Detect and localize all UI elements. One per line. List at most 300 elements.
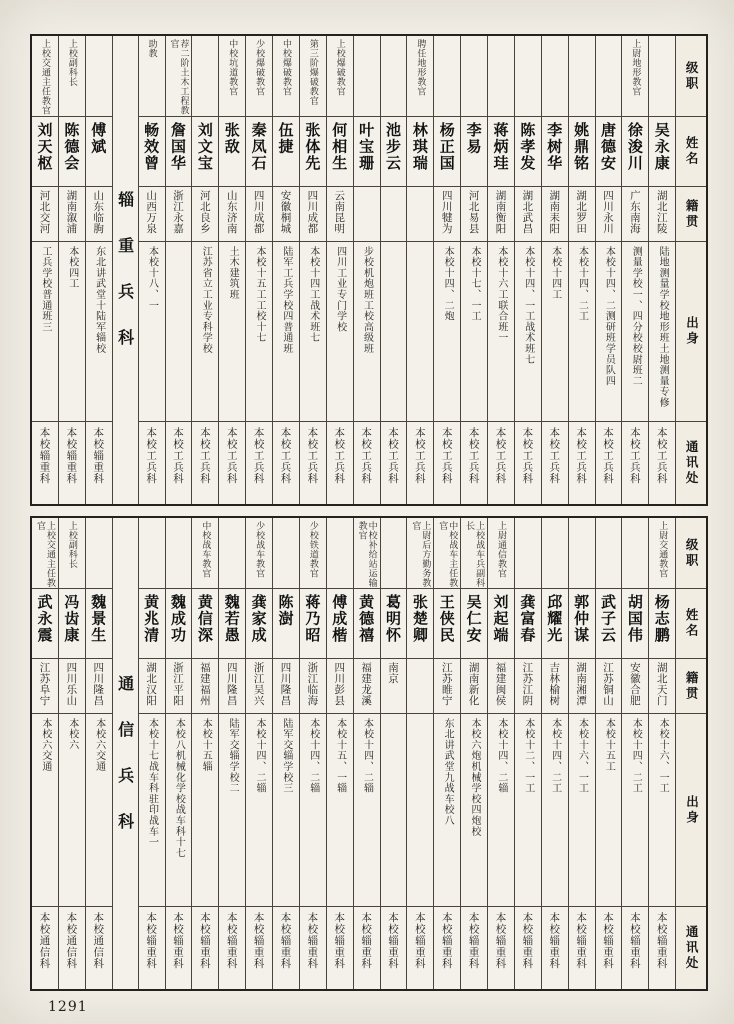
background-cell bbox=[300, 713, 326, 906]
rank-cell bbox=[354, 36, 380, 116]
background-cell bbox=[596, 241, 622, 421]
background-cell bbox=[219, 713, 245, 906]
background-cell bbox=[166, 241, 192, 421]
rank-cell-text: 第三阶爆破教官 bbox=[307, 39, 318, 106]
background-cell bbox=[596, 713, 622, 906]
contact-cell-text: 本校工兵科 bbox=[628, 427, 641, 485]
contact-cell bbox=[461, 421, 487, 504]
place-cell-text: 安徽合肥 bbox=[628, 662, 641, 706]
rank-cell bbox=[461, 518, 487, 588]
name-cell bbox=[166, 588, 192, 658]
name-cell-text: 王侠民 bbox=[437, 594, 456, 644]
rank-cell-text: 聘任地形教官 bbox=[415, 39, 426, 96]
name-cell-text: 冯齿康 bbox=[62, 594, 81, 644]
name-cell bbox=[246, 116, 272, 186]
contact-cell-text: 本校通信科 bbox=[92, 912, 105, 970]
name-cell-text: 张敌 bbox=[222, 122, 241, 155]
contact-cell-text: 本校辎重科 bbox=[145, 912, 158, 970]
place-cell bbox=[59, 186, 85, 241]
rank-cell-text: 中校战车主任教官 bbox=[437, 521, 458, 588]
background-cell-text: 本校十六、一工 bbox=[576, 718, 588, 794]
name-cell bbox=[649, 588, 675, 658]
person-column bbox=[433, 36, 460, 504]
person-column bbox=[32, 518, 58, 989]
name-cell bbox=[434, 588, 460, 658]
contact-cell-text: 本校工兵科 bbox=[521, 427, 534, 485]
name-cell-text: 龚家成 bbox=[249, 594, 268, 644]
background-cell bbox=[622, 241, 648, 421]
contact-cell bbox=[246, 421, 272, 504]
background-cell-text: 本校十四、二辎 bbox=[307, 718, 319, 794]
person-column bbox=[85, 518, 112, 989]
place-cell bbox=[192, 658, 218, 713]
place-cell-text: 浙江永嘉 bbox=[171, 190, 184, 234]
rank-cell bbox=[192, 518, 218, 588]
place-cell bbox=[381, 186, 407, 241]
background-cell bbox=[86, 241, 112, 421]
contact-cell bbox=[515, 906, 541, 989]
name-cell bbox=[354, 588, 380, 658]
name-cell-text: 魏景生 bbox=[89, 594, 108, 644]
name-cell bbox=[59, 588, 85, 658]
background-cell-text: 本校十五工工校十七 bbox=[253, 246, 265, 344]
section-label-text: 辎重兵科 bbox=[115, 191, 135, 375]
background-cell bbox=[59, 713, 85, 906]
rank-cell bbox=[354, 518, 380, 588]
contact-cell-text: 本校通信科 bbox=[65, 912, 78, 970]
name-cell-text: 邱耀光 bbox=[545, 594, 564, 644]
contact-cell bbox=[569, 421, 595, 504]
contact-cell bbox=[596, 421, 622, 504]
person-column bbox=[191, 36, 218, 504]
contact-cell bbox=[139, 421, 165, 504]
person-column bbox=[406, 36, 433, 504]
name-cell-text: 葛明怀 bbox=[383, 594, 402, 644]
place-cell-text: 湖南新化 bbox=[467, 662, 480, 706]
background-cell bbox=[300, 241, 326, 421]
person-column bbox=[58, 36, 85, 504]
contact-cell-text: 本校工兵科 bbox=[386, 427, 399, 485]
person-column bbox=[541, 36, 568, 504]
background-cell-text: 本校十四、二工 bbox=[576, 246, 588, 322]
person-column bbox=[245, 36, 272, 504]
contact-cell bbox=[461, 906, 487, 989]
person-column bbox=[621, 518, 648, 989]
name-cell-text: 刘文宝 bbox=[195, 122, 214, 172]
row-header-cell bbox=[676, 186, 706, 241]
place-cell bbox=[139, 186, 165, 241]
contact-cell-text: 本校工兵科 bbox=[333, 427, 346, 485]
background-cell-text: 本校十四、二工 bbox=[630, 718, 642, 794]
contact-cell bbox=[219, 421, 245, 504]
background-cell bbox=[139, 241, 165, 421]
rank-cell bbox=[273, 518, 299, 588]
section-label-text: 通信兵科 bbox=[115, 674, 135, 859]
person-column bbox=[595, 36, 622, 504]
name-cell-text: 武子云 bbox=[598, 594, 617, 644]
person-column bbox=[621, 36, 648, 504]
name-cell-text: 吴仁安 bbox=[464, 594, 483, 644]
background-cell bbox=[649, 713, 675, 906]
name-cell bbox=[32, 588, 58, 658]
roster-table-lower bbox=[30, 516, 708, 991]
place-cell bbox=[192, 186, 218, 241]
background-cell-text: 本校十四、二辎 bbox=[253, 718, 265, 794]
person-column bbox=[514, 36, 541, 504]
place-cell-text: 四川彭县 bbox=[333, 662, 346, 706]
background-cell bbox=[139, 713, 165, 906]
background-cell-text: 本校十四、二工 bbox=[549, 718, 561, 794]
row-header-cell-text: 级职 bbox=[684, 60, 700, 92]
place-cell-text: 浙江吴兴 bbox=[252, 662, 265, 706]
row-header-cell-text: 通讯处 bbox=[684, 924, 700, 972]
contact-cell-text: 本校工兵科 bbox=[601, 427, 614, 485]
name-cell bbox=[488, 588, 514, 658]
name-cell bbox=[596, 116, 622, 186]
background-cell-text: 东北讲武堂十陆军辎校 bbox=[93, 246, 105, 354]
place-cell-text: 湖北武昌 bbox=[521, 190, 534, 234]
contact-cell bbox=[219, 906, 245, 989]
name-cell bbox=[569, 116, 595, 186]
place-cell-text: 福建福州 bbox=[198, 662, 211, 706]
background-cell-text: 陆地测量学校地形班土地测量专修 bbox=[657, 246, 669, 408]
person-column bbox=[648, 36, 675, 504]
place-cell bbox=[219, 186, 245, 241]
name-cell-text: 蒋炳珪 bbox=[491, 122, 510, 172]
contact-cell bbox=[246, 906, 272, 989]
rank-cell bbox=[86, 518, 112, 588]
background-cell bbox=[219, 241, 245, 421]
row-header-cell bbox=[676, 36, 706, 116]
row-header-cell bbox=[676, 116, 706, 186]
name-cell-text: 陈澍 bbox=[276, 594, 295, 627]
person-column bbox=[58, 518, 85, 989]
rank-cell bbox=[192, 36, 218, 116]
place-cell bbox=[569, 658, 595, 713]
place-cell bbox=[327, 186, 353, 241]
place-cell-text: 江苏铜山 bbox=[601, 662, 614, 706]
background-cell-text: 本校十六、一工 bbox=[657, 718, 669, 794]
rank-cell-text: 上校副科长 bbox=[66, 521, 77, 569]
contact-cell bbox=[381, 906, 407, 989]
background-cell-text: 四川工业专门学校 bbox=[334, 246, 346, 333]
place-cell bbox=[434, 186, 460, 241]
person-column bbox=[272, 518, 299, 989]
name-cell-text: 黄信深 bbox=[195, 594, 214, 644]
background-cell bbox=[381, 713, 407, 906]
rank-cell-text: 上校交通主任教官 bbox=[34, 521, 56, 588]
rank-cell bbox=[32, 518, 58, 588]
rank-cell bbox=[622, 36, 648, 116]
rank-cell bbox=[461, 36, 487, 116]
contact-cell-text: 本校辎重科 bbox=[494, 912, 507, 970]
name-cell-text: 伍捷 bbox=[276, 122, 295, 155]
name-cell-text: 陈孝发 bbox=[518, 122, 537, 172]
place-cell-text: 山东临朐 bbox=[92, 190, 105, 234]
place-cell bbox=[86, 186, 112, 241]
name-cell-text: 刘起端 bbox=[491, 594, 510, 644]
contact-cell bbox=[86, 906, 112, 989]
contact-cell bbox=[649, 906, 675, 989]
background-cell-text: 本校十五、一辎 bbox=[334, 718, 346, 794]
rank-cell bbox=[569, 518, 595, 588]
place-cell bbox=[515, 658, 541, 713]
background-cell bbox=[246, 713, 272, 906]
place-cell bbox=[59, 658, 85, 713]
contact-cell-text: 本校工兵科 bbox=[252, 427, 265, 485]
contact-cell-text: 本校工兵科 bbox=[467, 427, 480, 485]
contact-cell bbox=[300, 906, 326, 989]
name-cell bbox=[542, 116, 568, 186]
place-cell-text: 河北易县 bbox=[467, 190, 480, 234]
contact-cell bbox=[273, 906, 299, 989]
person-column bbox=[299, 518, 326, 989]
contact-cell bbox=[569, 906, 595, 989]
rank-cell bbox=[515, 36, 541, 116]
background-cell-text: 本校六 bbox=[66, 718, 78, 751]
background-cell bbox=[488, 713, 514, 906]
rank-cell bbox=[596, 518, 622, 588]
contact-cell-text: 本校工兵科 bbox=[171, 427, 184, 485]
rank-cell-text: 上校战车兵副科长 bbox=[464, 521, 485, 588]
place-cell bbox=[596, 658, 622, 713]
background-cell-text: 陆军工兵学校四普通班 bbox=[280, 246, 292, 354]
contact-cell bbox=[192, 421, 218, 504]
rank-cell bbox=[434, 36, 460, 116]
person-column bbox=[380, 518, 407, 989]
place-cell bbox=[596, 186, 622, 241]
contact-cell bbox=[86, 421, 112, 504]
row-header-cell-text: 籍贯 bbox=[684, 198, 700, 230]
rank-cell bbox=[246, 518, 272, 588]
background-cell bbox=[32, 713, 58, 906]
rank-cell bbox=[300, 36, 326, 116]
name-cell bbox=[166, 116, 192, 186]
background-cell bbox=[86, 713, 112, 906]
place-cell bbox=[327, 658, 353, 713]
name-cell-text: 畅效曾 bbox=[142, 122, 161, 172]
background-cell bbox=[166, 713, 192, 906]
contact-cell bbox=[32, 906, 58, 989]
place-cell bbox=[649, 186, 675, 241]
name-cell-text: 胡国伟 bbox=[625, 594, 644, 644]
contact-cell-text: 本校辎重科 bbox=[198, 912, 211, 970]
person-column bbox=[568, 36, 595, 504]
background-cell bbox=[381, 241, 407, 421]
rank-cell bbox=[542, 36, 568, 116]
section-divider-column bbox=[112, 36, 138, 504]
background-cell-text: 本校十四、二辎 bbox=[361, 718, 373, 794]
background-cell bbox=[434, 713, 460, 906]
rank-cell bbox=[219, 518, 245, 588]
person-column bbox=[433, 518, 460, 989]
rank-cell-text: 助教 bbox=[146, 39, 157, 58]
row-header-cell bbox=[676, 658, 706, 713]
background-cell bbox=[273, 241, 299, 421]
place-cell bbox=[166, 186, 192, 241]
rank-cell bbox=[86, 36, 112, 116]
background-cell bbox=[622, 713, 648, 906]
rank-cell-text: 上尉后方勤务教官 bbox=[410, 521, 431, 588]
contact-cell-text: 本校辎重科 bbox=[225, 912, 238, 970]
rank-cell bbox=[381, 36, 407, 116]
contact-cell bbox=[192, 906, 218, 989]
background-cell-text: 东北讲武堂九战车校八 bbox=[442, 718, 454, 826]
name-cell bbox=[192, 588, 218, 658]
rank-cell bbox=[407, 36, 433, 116]
name-cell bbox=[219, 588, 245, 658]
background-cell bbox=[192, 241, 218, 421]
person-column bbox=[514, 518, 541, 989]
name-cell bbox=[273, 116, 299, 186]
row-header-cell-text: 姓名 bbox=[684, 136, 700, 167]
rank-cell bbox=[166, 518, 192, 588]
row-header-cell-text: 通讯处 bbox=[684, 439, 700, 487]
place-cell-text: 四川成都 bbox=[306, 190, 319, 234]
name-cell bbox=[515, 588, 541, 658]
background-cell bbox=[542, 713, 568, 906]
contact-cell bbox=[59, 906, 85, 989]
background-cell-text: 本校十四工战术班七 bbox=[307, 246, 319, 344]
background-cell-text: 陆军交辎学校二 bbox=[227, 718, 239, 794]
place-cell bbox=[622, 658, 648, 713]
rank-cell bbox=[327, 36, 353, 116]
contact-cell-text: 本校工兵科 bbox=[306, 427, 319, 485]
rank-cell-text: 上尉交通教官 bbox=[657, 521, 668, 578]
rank-cell-text: 上校副科长 bbox=[66, 39, 77, 87]
contact-cell bbox=[622, 906, 648, 989]
name-cell bbox=[59, 116, 85, 186]
rank-cell bbox=[488, 36, 514, 116]
place-cell bbox=[273, 658, 299, 713]
name-cell-text: 魏成功 bbox=[168, 594, 187, 644]
contact-cell-text: 本校辎重科 bbox=[92, 427, 105, 485]
name-cell bbox=[461, 588, 487, 658]
place-cell bbox=[86, 658, 112, 713]
background-cell bbox=[32, 241, 58, 421]
place-cell-text: 江苏睢宁 bbox=[440, 662, 453, 706]
contact-cell bbox=[407, 906, 433, 989]
contact-cell bbox=[166, 906, 192, 989]
row-header-cell bbox=[676, 906, 706, 989]
name-cell-text: 傅斌 bbox=[89, 122, 108, 155]
person-column bbox=[380, 36, 407, 504]
rank-cell-text: 上尉地形教官 bbox=[630, 39, 641, 96]
rank-cell bbox=[246, 36, 272, 116]
name-cell bbox=[622, 116, 648, 186]
name-cell-text: 詹国华 bbox=[168, 122, 187, 172]
place-cell-text: 湖北罗田 bbox=[575, 190, 588, 234]
contact-cell bbox=[542, 906, 568, 989]
name-cell-text: 黄兆清 bbox=[142, 594, 161, 644]
name-cell bbox=[649, 116, 675, 186]
contact-cell-text: 本校工兵科 bbox=[145, 427, 158, 485]
background-cell-text: 本校四工 bbox=[66, 246, 78, 290]
rank-cell bbox=[139, 36, 165, 116]
rank-cell-text: 上尉通信教官 bbox=[495, 521, 506, 578]
row-header-cell-text: 籍贯 bbox=[684, 670, 700, 702]
rank-cell bbox=[596, 36, 622, 116]
rank-cell bbox=[542, 518, 568, 588]
name-cell bbox=[622, 588, 648, 658]
rank-cell bbox=[649, 36, 675, 116]
row-header-cell-text: 级职 bbox=[684, 537, 700, 569]
name-cell bbox=[354, 116, 380, 186]
contact-cell bbox=[649, 421, 675, 504]
place-cell-text: 福建龙溪 bbox=[360, 662, 373, 706]
place-cell-text: 浙江平阳 bbox=[171, 662, 184, 706]
person-column bbox=[138, 518, 165, 989]
contact-cell-text: 本校工兵科 bbox=[440, 427, 453, 485]
rank-cell bbox=[622, 518, 648, 588]
name-cell bbox=[246, 588, 272, 658]
background-cell-text: 本校十二、一工 bbox=[522, 718, 534, 794]
name-cell bbox=[515, 116, 541, 186]
row-header-column bbox=[675, 518, 706, 989]
contact-cell bbox=[354, 906, 380, 989]
contact-cell-text: 本校辎重科 bbox=[601, 912, 614, 970]
place-cell bbox=[246, 658, 272, 713]
contact-cell bbox=[434, 906, 460, 989]
contact-cell-text: 本校辎重科 bbox=[467, 912, 480, 970]
rank-cell bbox=[649, 518, 675, 588]
contact-cell-text: 本校辎重科 bbox=[279, 912, 292, 970]
background-cell bbox=[246, 241, 272, 421]
name-cell-text: 徐浚川 bbox=[625, 122, 644, 172]
name-cell-text: 黄德禧 bbox=[357, 594, 376, 644]
person-column bbox=[165, 36, 192, 504]
name-cell bbox=[32, 116, 58, 186]
background-cell-text: 本校十四、二测研班学员队四 bbox=[603, 246, 615, 387]
rank-cell-text: 中校战车教官 bbox=[200, 521, 211, 578]
background-cell-text: 本校十四、二辎 bbox=[495, 718, 507, 794]
person-column bbox=[272, 36, 299, 504]
name-cell bbox=[327, 116, 353, 186]
name-cell bbox=[327, 588, 353, 658]
place-cell-text: 浙江临海 bbox=[306, 662, 319, 706]
name-cell bbox=[139, 116, 165, 186]
rank-cell bbox=[166, 36, 192, 116]
name-cell-text: 何相生 bbox=[330, 122, 349, 172]
rank-cell-text: 上校交通主任教官 bbox=[39, 39, 50, 115]
contact-cell bbox=[622, 421, 648, 504]
place-cell bbox=[461, 658, 487, 713]
background-cell bbox=[327, 713, 353, 906]
background-cell-text: 本校十四、二炮 bbox=[442, 246, 454, 322]
rank-cell bbox=[219, 36, 245, 116]
place-cell-text: 四川成都 bbox=[252, 190, 265, 234]
place-cell bbox=[300, 186, 326, 241]
place-cell-text: 广东南海 bbox=[628, 190, 641, 234]
place-cell bbox=[542, 658, 568, 713]
background-cell bbox=[515, 713, 541, 906]
name-cell bbox=[569, 588, 595, 658]
contact-cell-text: 本校通信科 bbox=[38, 912, 51, 970]
place-cell bbox=[407, 186, 433, 241]
place-cell bbox=[300, 658, 326, 713]
background-cell bbox=[461, 713, 487, 906]
contact-cell bbox=[166, 421, 192, 504]
place-cell bbox=[488, 186, 514, 241]
place-cell-text: 四川犍为 bbox=[440, 190, 453, 234]
contact-cell-text: 本校辎重科 bbox=[628, 912, 641, 970]
name-cell-text: 魏若愚 bbox=[222, 594, 241, 644]
contact-cell bbox=[354, 421, 380, 504]
person-column bbox=[218, 36, 245, 504]
place-cell-text: 河北交河 bbox=[38, 190, 51, 234]
contact-cell-text: 本校辎重科 bbox=[171, 912, 184, 970]
place-cell bbox=[32, 186, 58, 241]
